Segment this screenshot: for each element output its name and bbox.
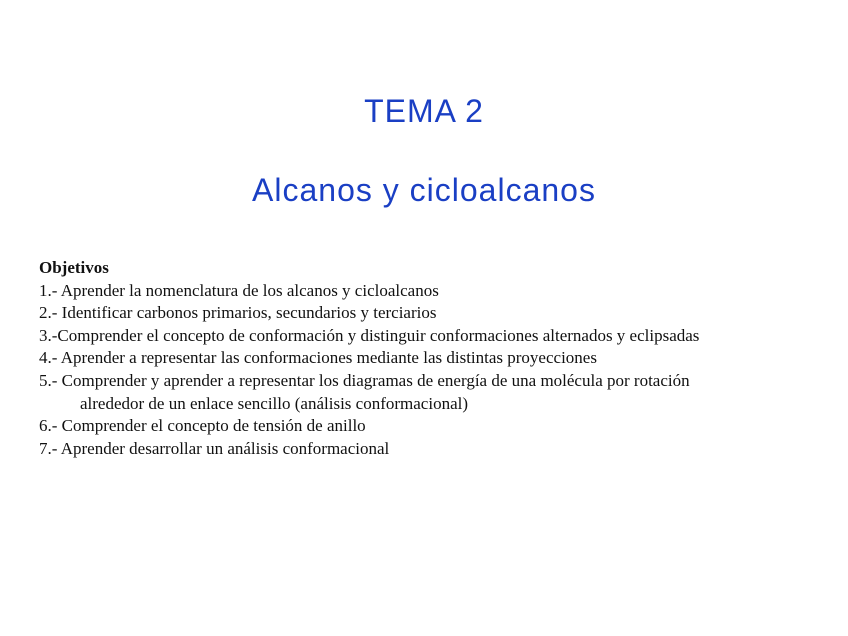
objective-item-6 [39, 415, 809, 438]
objective-item-5 [39, 370, 809, 415]
objective-text: 1.- Aprender la nomenclatura de los alcanos y cicloalcanos [39, 280, 439, 300]
slide-title: TEMA 2 [364, 93, 484, 129]
objective-text: 3.-Comprender el concepto de conformación y distinguir conformaciones alternados y eclipsadas [39, 325, 700, 345]
objective-text: 5.- Comprender y aprender a representar los diagramas de energía de una molécula por rotación [39, 370, 690, 390]
objective-text: 2.- Identificar carbonos primarios, secundarios y terciarios [39, 303, 437, 323]
objective-item-3 [39, 325, 809, 348]
objectives-section [39, 257, 809, 460]
objective-item-2 [39, 302, 809, 325]
objectives-list [39, 280, 809, 461]
slide-subtitle: Alcanos y cicloalcanos [252, 172, 596, 208]
objective-item-7 [39, 438, 809, 461]
objective-item-1 [39, 280, 809, 303]
objective-item-4 [39, 347, 809, 370]
objectives-heading: Objetivos [39, 258, 109, 277]
objective-text: 7.- Aprender desarrollar un análisis conformacional [39, 438, 390, 458]
objective-text: 4.- Aprender a representar las conformaciones mediante las distintas proyecciones [39, 348, 597, 368]
objective-text: 6.- Comprender el concepto de tensión de anillo [39, 416, 366, 436]
objective-text-continuation: alrededor de un enlace sencillo (análisis conformacional) [80, 393, 468, 413]
